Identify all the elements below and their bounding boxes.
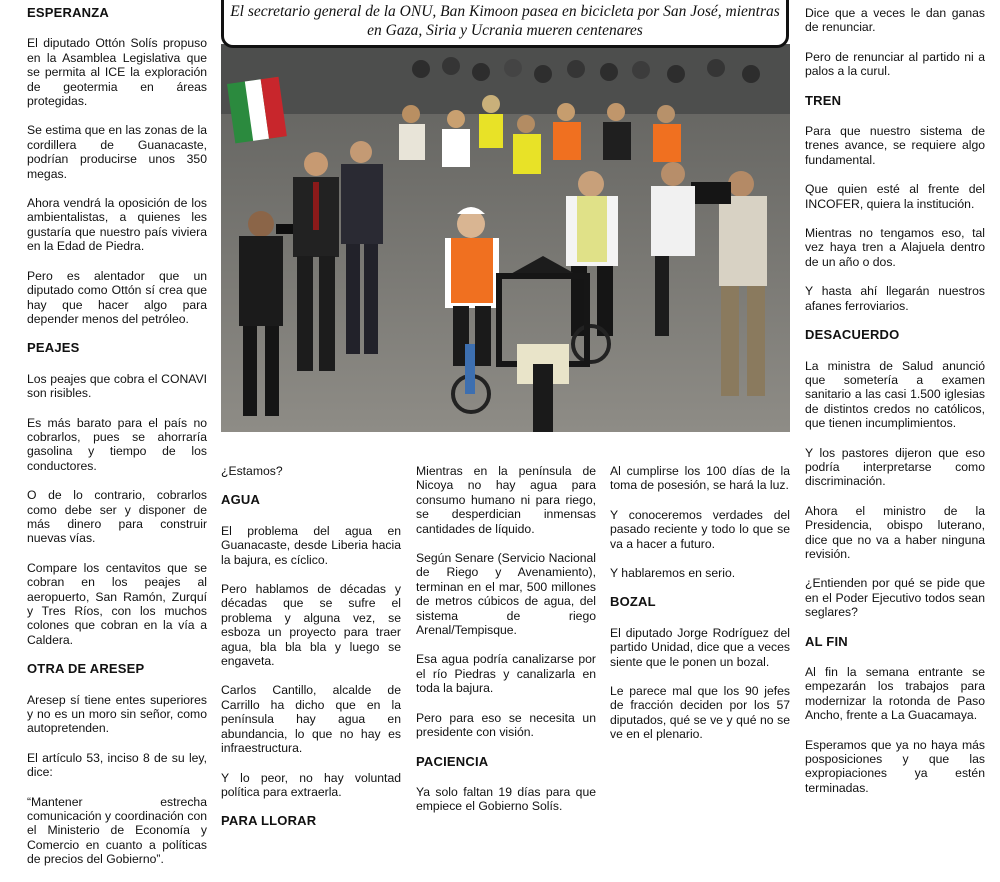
paragraph: Esa agua podría canalizarse por el río Piedras y canalizarla en toda la bajura.	[416, 652, 596, 696]
paragraph: Y hablaremos en serio.	[610, 566, 736, 581]
paragraph: Para que nuestro sistema de trenes avance, se requiere algo fundamental.	[805, 124, 985, 167]
paragraph: El artículo 53, inciso 8 de su ley, dice:	[27, 750, 207, 780]
paragraph: Según Senare (Servicio Nacional de Riego y Avenamiento), terminan en el mar, 500 millones de metros cúbicos de agua, del sistema de riego Arenal/Tempisque.	[416, 551, 596, 638]
heading-otra-de-aresep: OTRA DE ARESEP	[27, 661, 145, 677]
paragraph: Mientras en la península de Nicoya no hay agua para consumo humano ni para riego, se desperdician inmensas cantidades de líquido.	[416, 464, 596, 536]
news-photo	[221, 44, 790, 432]
paragraph: ¿Estamos?	[221, 464, 283, 478]
paragraph: ¿Entienden por qué se pide que en el Poder Ejecutivo todos sean seglares?	[805, 576, 985, 620]
paragraph: Pero de renunciar al partido ni a palos a la curul.	[805, 49, 985, 79]
heading-desacuerdo: DESACUERDO	[805, 327, 900, 343]
paragraph: El problema del agua en Guanacaste, desde Liberia hacia la bajura, es cíclico.	[221, 523, 401, 567]
paragraph: Mientras no tengamos eso, tal vez haya tren a Alajuela dentro de un año o dos.	[805, 226, 985, 269]
heading-bozal: BOZAL	[610, 594, 656, 610]
heading-tren: TREN	[805, 92, 842, 108]
paragraph: Y los pastores dijeron que eso podría interpretarse como discriminación.	[805, 445, 985, 489]
paragraph: Y lo peor, no hay voluntad política para extraerla.	[221, 770, 401, 799]
bottom-column-2	[416, 464, 596, 829]
heading-esperanza: ESPERANZA	[27, 5, 109, 20]
paragraph: Y hasta ahí llegarán nuestros afanes ferroviarios.	[805, 284, 985, 313]
paragraph: El diputado Ottón Solís propuso en la Asamblea Legislativa que se permita al ICE la exploración de geotermia en áreas protegidas.	[27, 36, 207, 109]
paragraph: Es más barato para el país no cobrarlos, pues se ahorraría gasolina y tiempo de los conductores.	[27, 415, 207, 473]
paragraph: Le parece mal que los 90 jefes de fracción deciden por los 57 diputados, qué se ve y qué no se ve en el plenario.	[610, 684, 790, 742]
paragraph: El diputado Jorge Rodríguez del partido Unidad, dice que a veces siente que le ponen un bozal.	[610, 625, 790, 669]
paragraph: O de lo contrario, cobrarlos como debe ser y disponer de más dinero para construir nuevas vías.	[27, 488, 207, 546]
paragraph: Al cumplirse los 100 días de la toma de posesión, se hará la luz.	[610, 464, 790, 493]
photo-caption: El secretario general de la ONU, Ban Kimoon pasea en bicicleta por San José, mientras en Gaza, Siria y Ucrania mueren centenares	[221, 0, 789, 48]
paragraph: La ministra de Salud anunció que sometería a examen sanitario a las casi 1.500 iglesias de distintos credos no católicos, que tienen incumplimientos.	[805, 358, 985, 431]
heading-agua: AGUA	[221, 492, 261, 508]
heading-al-fin: AL FIN	[805, 633, 848, 649]
paragraph: Pero es alentador que un diputado como Ottón sí crea que hay que hacer algo para depender menos del petróleo.	[27, 268, 207, 326]
paragraph: Pero para eso se necesita un presidente con visión.	[416, 710, 596, 740]
paragraph: Ahora vendrá la oposición de los ambientalistas, a quienes les gustaría que nuestro país viviera en la Edad de Piedra.	[27, 196, 207, 254]
left-column	[27, 4, 207, 882]
paragraph: Aresep sí tiene entes superiores y no es un moro sin señor, como autopretenden.	[27, 692, 207, 736]
heading-paciencia: PACIENCIA	[416, 753, 489, 769]
paragraph: Dice que a veces le dan ganas de renunciar.	[805, 6, 985, 35]
bottom-column-1	[221, 464, 401, 845]
paragraph: “Mantener estrecha comunicación y coordinación con el Ministerio de Economía y Comercio en cuanto a políticas de precios del Gobierno”.	[27, 794, 207, 867]
paragraph: Pero hablamos de décadas y décadas que se sufre el problema y alguna vez, se esboza un proyecto para traer agua, bla bla bla y luego se engaveta.	[221, 582, 401, 669]
bottom-column-3	[610, 464, 790, 757]
paragraph: Los peajes que cobra el CONAVI son risibles.	[27, 371, 207, 401]
paragraph: Ya solo faltan 19 días para que empiece el Gobierno Solís.	[416, 784, 596, 814]
paragraph: Y conoceremos verdades del pasado reciente y todo lo que se va a hacer a futuro.	[610, 507, 790, 551]
paragraph: Se estima que en las zonas de la cordillera de Guanacaste, podrían producirse unos 350 megas.	[27, 123, 207, 181]
paragraph: Carlos Cantillo, alcalde de Carrillo ha dicho que en la península hay agua en abundancia, lo que no hay es infraestructura.	[221, 683, 401, 756]
heading-peajes: PEAJES	[27, 340, 80, 356]
right-column	[805, 6, 985, 810]
heading-para-llorar: PARA LLORAR	[221, 813, 317, 829]
paragraph: Ahora el ministro de la Presidencia, obispo luterano, dice que no va a haber ninguna revisión.	[805, 503, 985, 561]
paragraph: Esperamos que ya no haya más posposiciones y que las expropiaciones ya estén terminadas.	[805, 737, 985, 795]
paragraph: Compare los centavitos que se cobran en los peajes al aeropuerto, San Ramón, Zurquí y Tres Ríos, con los muchos colones que cobran en la vía a Caldera.	[27, 560, 207, 647]
paragraph: Al fin la semana entrante se empezarán los trabajos para modernizar la rotonda de Paso Ancho, frente a La Guacamaya.	[805, 665, 985, 723]
paragraph: Que quien esté al frente del INCOFER, quiera la institución.	[805, 182, 985, 211]
flag	[227, 77, 287, 144]
